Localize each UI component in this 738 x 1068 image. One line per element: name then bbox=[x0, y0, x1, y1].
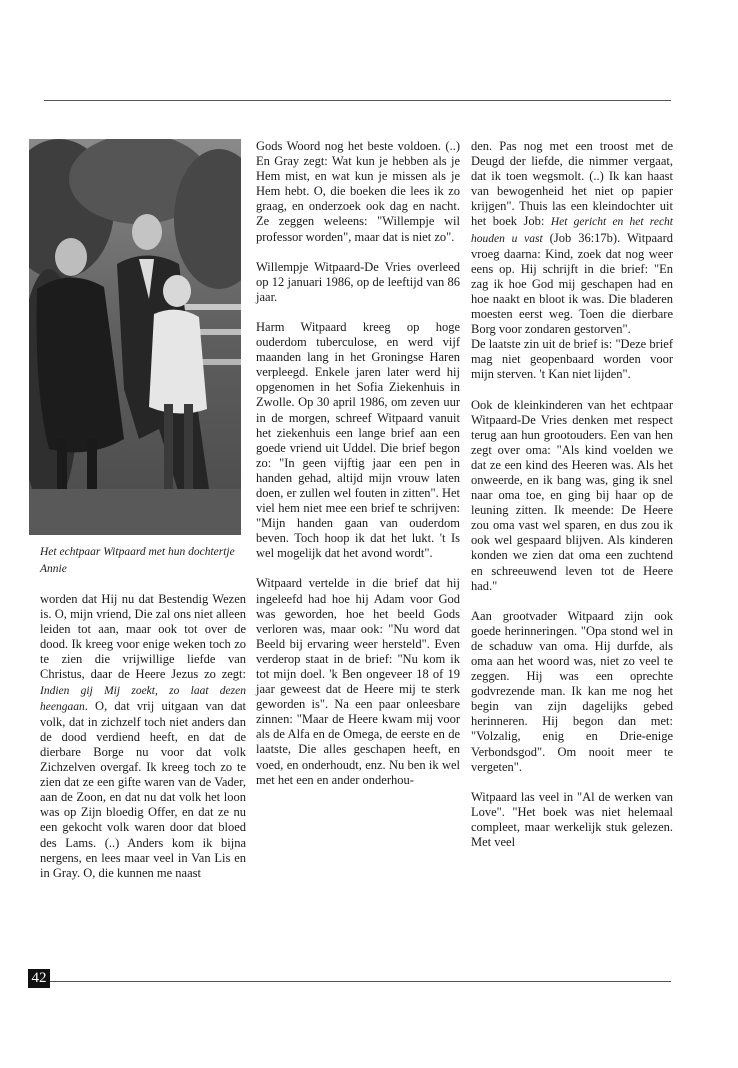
text-column-1 bbox=[40, 592, 246, 881]
photo-illustration bbox=[29, 139, 241, 535]
photo-caption: Het echtpaar Witpaard met hun dochtertje Annie bbox=[40, 546, 235, 575]
header-rule bbox=[44, 100, 671, 101]
paragraph: Harm Witpaard kreeg op hoge ouderdom tuberculose, en werd vijf maanden lang in het Groningse Haren verpleegd. Enkele jaren later werd hij opgenomen in het Sofia Ziekenhuis in Zwolle. Op 30 april 1986, om zeven uur in de morgen, schreef Witpaard vanuit het ziekenhuis een lange brief aan een goede vriend uit Uddel. Die brief begon zo: "In geen vijftig jaar een pen in handen gehad, altijd mijn vrouw laten doen, er zullen wel fouten in zitten". Het viel hem niet mee een brief te schrijven: "Mijn handen gaan van ouderdom beven. Toch hoop ik dat het lukt. 't Is wel mogelijk dat het avond wordt". bbox=[256, 319, 460, 561]
bible-quote: Indien gij Mij zoekt, zo laat dezen heengaan bbox=[40, 684, 246, 713]
paragraph: Ook de kleinkinderen van het echtpaar Witpaard-De Vries denken met respect terug aan hun grootouders. Een van hen zegt over oma: "Als kind voelden we dat ze een kind des Heeren was. Als het onweerde, en ik bang was, ging ik snel naar oma toe, en ging bij haar op de leuning zitten. Ik meende: De Heere zou oma vast wel sparen, en dus zou ik ook wel gespaard blijven. Als kinderen konden we zien dat oma een zuchtend en schreeuwend leven tot de Heere had." bbox=[471, 397, 673, 593]
paragraph: Gods Woord nog het beste voldoen. (..) En Gray zegt: Wat kun je hebben als je Hem mist, en wat kun je missen als je Hem hebt. O, die boeken die lees ik zo graag, en onderzoek ook dag en nacht. Ze zeggen weleens: "Willempje wil professor worden", maar dat is niet zo". bbox=[256, 139, 460, 244]
text-column-3 bbox=[471, 139, 673, 850]
family-photo bbox=[29, 139, 241, 535]
page-number: 42 bbox=[28, 969, 50, 988]
paragraph: Aan grootvader Witpaard zijn ook goede herinneringen. "Opa stond wel in de schaduw van oma. Hij durfde, als oma aan het woord was, niet zo veel te zeggen. Hij was een oprechte godvrezende man. Ik kan me nog het begin van zijn dagelijks gebed herinneren. Hij begon dan met: "Volzalig, enig en Drie-enige Verbondsgod". Om nooit meer te vergeten". bbox=[471, 608, 673, 774]
paragraph: den. Pas nog met een troost met de Deugd der liefde, die nimmer vergaat, dat ik toen wegsmolt. (..) Ik kan haast van bewogenheid het niet op papier krijgen". Thuis las een kleindochter uit het boek Job: Het gericht en het recht houden u vast (Job 36:17b). Witpaard vroeg daarna: Kind, zoek dat nog weer eens op. Hij schrijft in die brief: "En zag ik hoe God mij geschapen had en hoe naakt en bloot ik was. Die bladeren moesten eerst weg. Toen die dierbare Borg voor zondaren gestorven". De laatste zin uit de brief is: "Deze brief mag niet geopenbaard worden voor mijn sterven. 't Kan niet lijden". bbox=[471, 139, 673, 382]
paragraph: worden dat Hij nu dat Bestendig Wezen is. O, mijn vriend, Die zal ons niet alleen leiden tot aan, maar ook tot over de dood. Ik kreeg voor enige weken toch zo te zien die vrijwillige liefde van Christus, daar de Heere Jezus zo zegt: Indien gij Mij zoekt, zo laat dezen heengaan. O, dat vrij uitgaan van dat volk, dat in zichzelf toch niet anders dan de dood verdiend heeft, en dat de dierbare Borge nu voor dat volk Zichzelven overgaf. Ik kreeg toch zo te zien dat ze een gifte waren van de Vader, aan de Zoon, en dat nu dat volk het loon was op Zijn bloedig Offer, en dat ze nu een gekocht volk waren door dat bloed des Lams. (..) Anders kom ik bijna nergens, en lees maar veel in Van Lis en in Gray. O, die kunnen me naast bbox=[40, 592, 246, 880]
text-column-2 bbox=[256, 139, 460, 788]
paragraph: Willempje Witpaard-De Vries overleed op 12 januari 1986, op de leeftijd van 86 jaar. bbox=[256, 259, 460, 304]
footer-rule bbox=[50, 981, 671, 982]
paragraph: Witpaard las veel in "Al de werken van Love". "Het boek was niet helemaal compleet, maar werkelijk stuk gelezen. Met veel bbox=[471, 789, 673, 850]
paragraph: Witpaard vertelde in die brief dat hij ingeleefd had hoe hij Adam voor God was geworden, hoe het beeld Gods verloren was, maar ook: "Nu word dat Beeld bij ervaring weer hersteld". Even verderop staat in de brief: "Nu kom ik tot mijn doel. 'k Ben ongeveer 18 of 19 jaar geweest dat de Heere mij te sterk geworden is". Na een paar onleesbare zinnen: "Maar de Heere kwam mij voor als de Alfa en de Omega, de eerste en de laatste, Die alles geschapen heeft, en voed, en onderhoudt, enz. Nu ben ik wel met het een en ander onderhou- bbox=[256, 576, 460, 787]
bible-quote: Het gericht en het recht houden u vast bbox=[471, 216, 673, 245]
